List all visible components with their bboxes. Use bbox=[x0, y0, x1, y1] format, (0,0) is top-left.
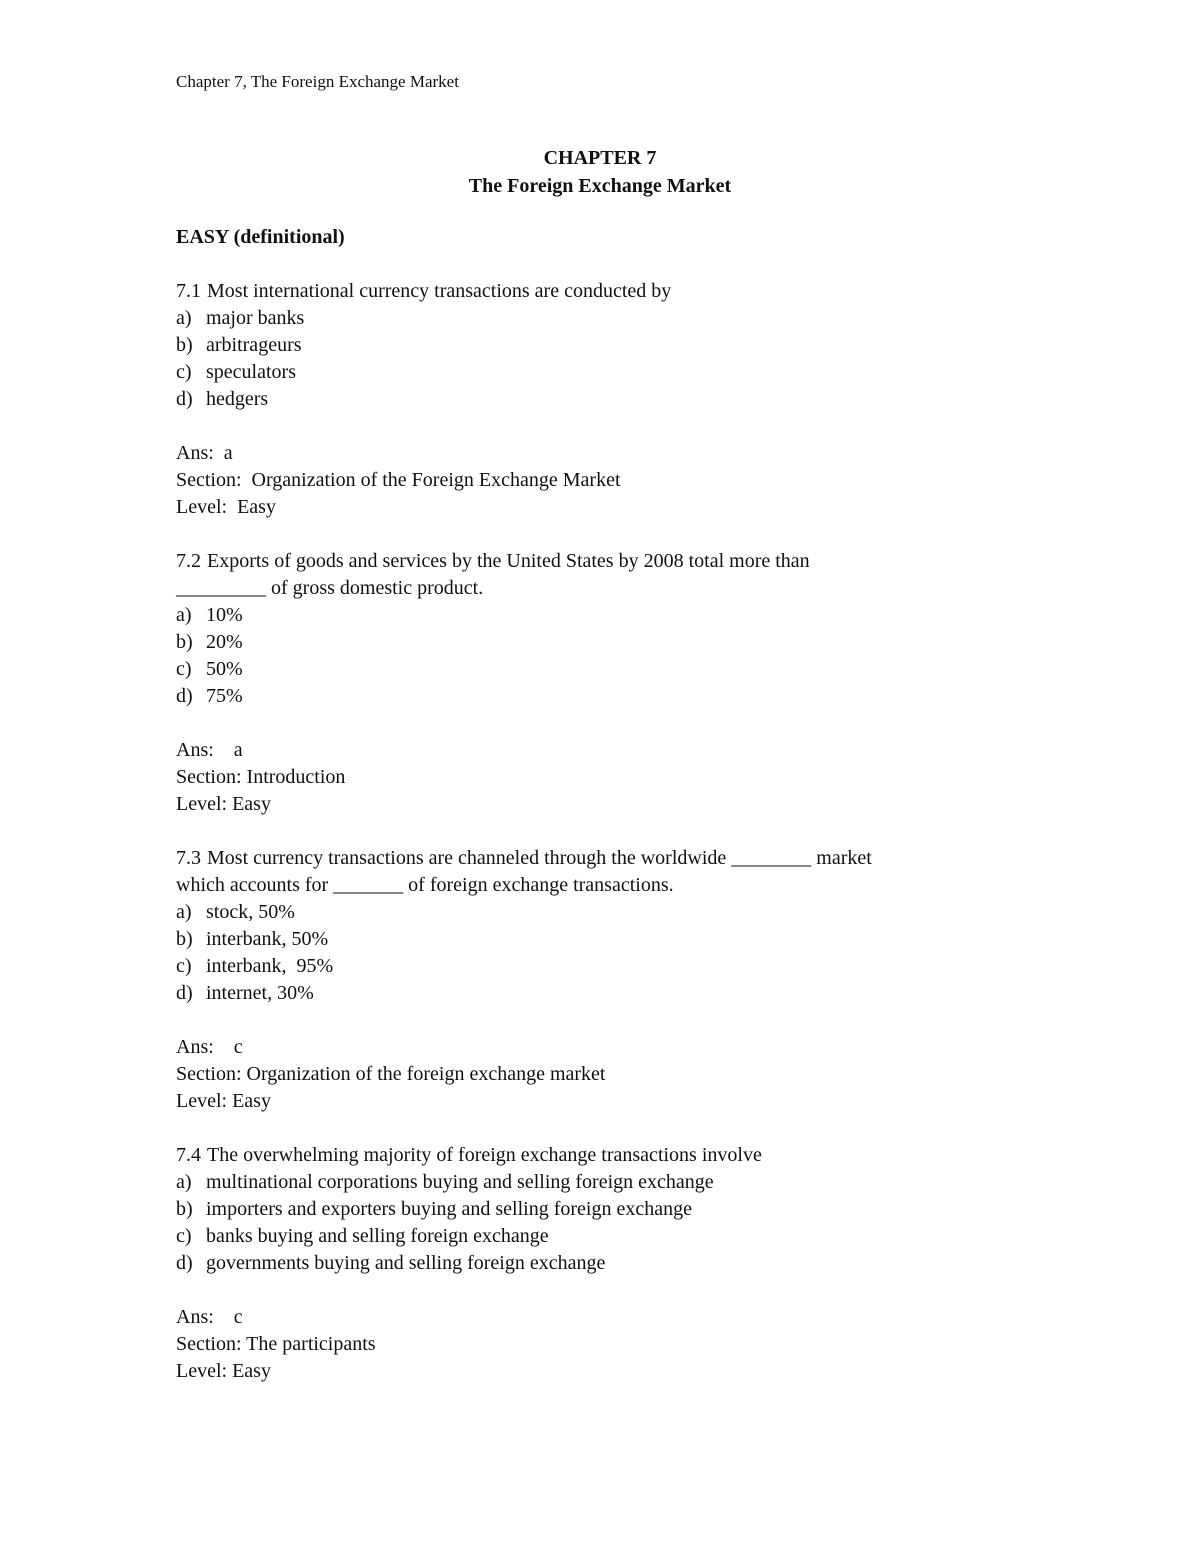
question-block bbox=[176, 278, 1036, 548]
chapter-title: The Foreign Exchange Market bbox=[468, 175, 732, 197]
answer-option bbox=[176, 1196, 1036, 1223]
option-letter: b) bbox=[176, 1198, 193, 1220]
question-number: 7.2 bbox=[176, 550, 201, 572]
option-letter: d) bbox=[176, 685, 193, 707]
option-letter: c) bbox=[176, 955, 192, 977]
spacer bbox=[176, 1007, 1036, 1034]
spacer bbox=[176, 710, 1036, 737]
spacer bbox=[176, 413, 1036, 440]
answer-option bbox=[176, 629, 1036, 656]
answer-option bbox=[176, 656, 1036, 683]
option-letter: d) bbox=[176, 388, 193, 410]
answer-option bbox=[176, 899, 1036, 926]
question-stem bbox=[176, 1142, 1036, 1169]
question-number: 7.1 bbox=[176, 280, 201, 302]
question-stem bbox=[176, 845, 1036, 872]
option-text: 20% bbox=[206, 631, 243, 653]
question-stem-continuation: _________ of gross domestic product. bbox=[176, 577, 484, 599]
option-letter: a) bbox=[176, 1171, 192, 1193]
question-stem bbox=[176, 278, 1036, 305]
spacer bbox=[176, 1115, 1036, 1142]
option-text: 50% bbox=[206, 658, 243, 680]
option-text: hedgers bbox=[206, 388, 269, 410]
section-line: Section: Organization of the foreign exchange market bbox=[176, 1063, 606, 1085]
option-letter: a) bbox=[176, 604, 192, 626]
option-text: banks buying and selling foreign exchange bbox=[206, 1225, 549, 1247]
option-letter: c) bbox=[176, 1225, 192, 1247]
section-heading: EASY (definitional) bbox=[176, 226, 345, 248]
spacer bbox=[176, 818, 1036, 845]
question-block bbox=[176, 548, 1036, 845]
level-line: Level: Easy bbox=[176, 1360, 271, 1382]
level-line: Level: Easy bbox=[176, 793, 271, 815]
question-stem-continuation: which accounts for _______ of foreign exchange transactions. bbox=[176, 874, 674, 896]
option-text: importers and exporters buying and selling foreign exchange bbox=[206, 1198, 692, 1220]
question-block bbox=[176, 1142, 1036, 1385]
answer-option bbox=[176, 980, 1036, 1007]
question-stem bbox=[176, 548, 1036, 575]
spacer bbox=[176, 1277, 1036, 1304]
option-text: 75% bbox=[206, 685, 243, 707]
question-number: 7.3 bbox=[176, 847, 201, 869]
answer-option bbox=[176, 305, 1036, 332]
option-text: speculators bbox=[206, 361, 296, 383]
option-text: arbitrageurs bbox=[206, 334, 302, 356]
answer-option bbox=[176, 683, 1036, 710]
spacer bbox=[176, 251, 1036, 278]
answer-option bbox=[176, 926, 1036, 953]
option-text: interbank, 95% bbox=[206, 955, 334, 977]
section-line: Section: Introduction bbox=[176, 766, 346, 788]
answer-option bbox=[176, 332, 1036, 359]
answer-line: Ans: c bbox=[176, 1036, 243, 1058]
running-header: Chapter 7, The Foreign Exchange Market bbox=[176, 72, 459, 91]
question-stem-text: Exports of goods and services by the United States by 2008 total more than bbox=[207, 550, 810, 572]
level-line: Level: Easy bbox=[176, 496, 276, 518]
chapter-titles bbox=[0, 144, 1200, 200]
option-letter: a) bbox=[176, 307, 192, 329]
option-text: multinational corporations buying and selling foreign exchange bbox=[206, 1171, 714, 1193]
option-letter: b) bbox=[176, 334, 193, 356]
option-letter: b) bbox=[176, 928, 193, 950]
option-text: 10% bbox=[206, 604, 243, 626]
answer-option bbox=[176, 1169, 1036, 1196]
answer-line: Ans: a bbox=[176, 739, 243, 761]
answer-option bbox=[176, 1250, 1036, 1277]
option-letter: a) bbox=[176, 901, 192, 923]
option-text: interbank, 50% bbox=[206, 928, 329, 950]
answer-option bbox=[176, 1223, 1036, 1250]
section-line: Section: Organization of the Foreign Exchange Market bbox=[176, 469, 621, 491]
question-stem-text: Most international currency transactions are conducted by bbox=[207, 280, 672, 302]
chapter-label: CHAPTER 7 bbox=[543, 147, 657, 169]
section-line: Section: The participants bbox=[176, 1333, 376, 1355]
option-letter: d) bbox=[176, 982, 193, 1004]
level-line: Level: Easy bbox=[176, 1090, 271, 1112]
question-stem-text: The overwhelming majority of foreign exchange transactions involve bbox=[207, 1144, 762, 1166]
question-block bbox=[176, 845, 1036, 1142]
spacer bbox=[176, 521, 1036, 548]
answer-line: Ans: a bbox=[176, 442, 233, 464]
option-letter: c) bbox=[176, 361, 192, 383]
answer-line: Ans: c bbox=[176, 1306, 243, 1328]
question-stem-text: Most currency transactions are channeled through the worldwide ________ market bbox=[207, 847, 872, 869]
question-content bbox=[176, 224, 1036, 1385]
answer-option bbox=[176, 953, 1036, 980]
option-text: major banks bbox=[206, 307, 305, 329]
option-text: governments buying and selling foreign exchange bbox=[206, 1252, 606, 1274]
answer-option bbox=[176, 359, 1036, 386]
answer-option bbox=[176, 602, 1036, 629]
option-text: internet, 30% bbox=[206, 982, 314, 1004]
option-letter: b) bbox=[176, 631, 193, 653]
option-letter: d) bbox=[176, 1252, 193, 1274]
answer-option bbox=[176, 386, 1036, 413]
option-letter: c) bbox=[176, 658, 192, 680]
option-text: stock, 50% bbox=[206, 901, 295, 923]
question-number: 7.4 bbox=[176, 1144, 201, 1166]
